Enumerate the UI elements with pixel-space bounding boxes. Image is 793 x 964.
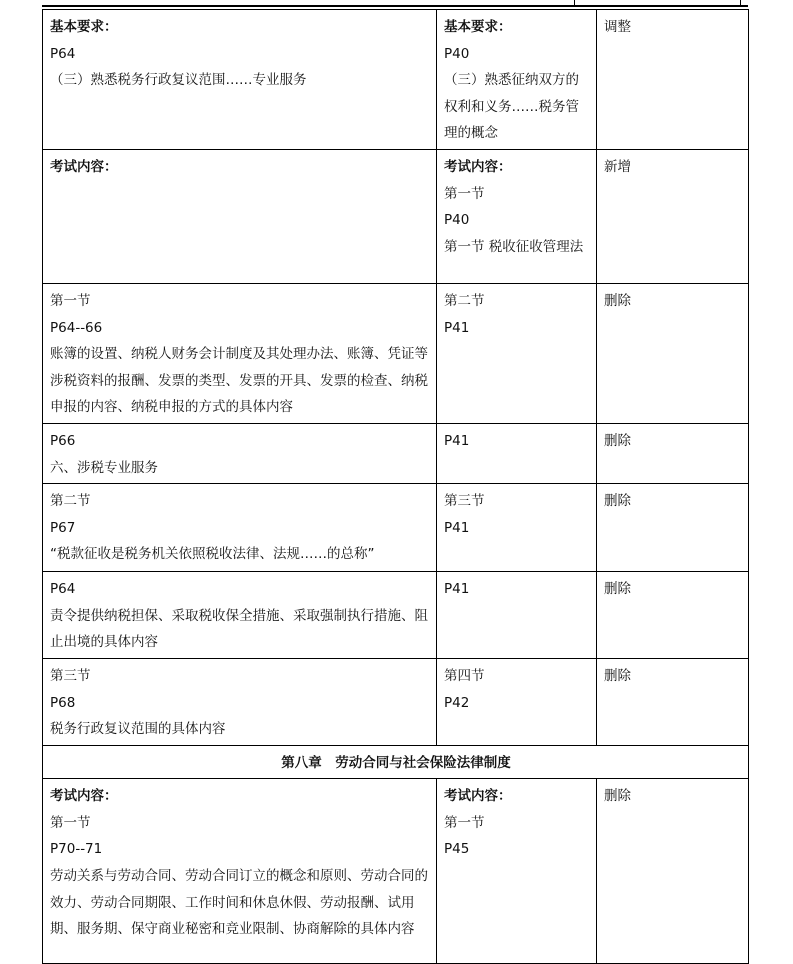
change-note: 调整 [604,19,631,35]
old-content-cell [43,283,437,423]
content-text: 六、涉税专业服务 [50,459,158,476]
content-text: （三）熟悉税务行政复议范围……专业服务 [50,72,307,89]
table-row [43,283,749,423]
new-content-cell [437,779,597,964]
table-row [43,572,749,659]
section-heading: 基本要求： [50,19,118,35]
section-number: 第二节 [50,493,91,510]
table-row [43,484,749,572]
section-heading: 基本要求： [444,19,512,35]
new-content-cell [437,484,597,572]
table-row [43,779,749,964]
change-note-cell [597,10,749,150]
page-ref: P42 [444,694,470,711]
old-content-cell [43,658,437,745]
chapter-title: 第八章 劳动合同与社会保险法律制度 [43,745,749,779]
page-ref: P68 [50,694,76,711]
table-row [43,149,749,283]
page-ref: P64 [50,581,76,598]
page-ref: P41 [444,519,470,536]
new-content-cell [437,423,597,483]
change-note-cell [597,484,749,572]
change-note-cell [597,779,749,964]
change-note-cell [597,572,749,659]
change-note: 删除 [604,292,631,309]
new-content-cell [437,572,597,659]
page-ref: P64 [50,45,76,62]
change-note-cell [597,283,749,423]
section-number: 第四节 [444,667,485,684]
content-text: 劳动关系与劳动合同、劳动合同订立的概念和原则、劳动合同的效力、劳动合同期限、工作时间和休息休假、劳动报酬、试用期、服务期、保守商业秘密和竞业限制、协商解除的具体内容 [50,868,428,938]
change-note: 新增 [604,158,631,175]
content-text: 第一节 税收征收管理法 [444,238,584,255]
page-ref: P45 [444,841,470,858]
new-content-cell [437,658,597,745]
old-content-cell [43,572,437,659]
page-ref: P67 [50,519,76,536]
page-ref: P40 [444,212,470,229]
content-text: “税款征收是税务机关依照税收法律、法规……的总称” [50,546,375,563]
old-content-cell [43,484,437,572]
old-content-cell [43,779,437,964]
table-row [43,423,749,483]
page-ref: P66 [50,432,76,449]
section-number: 第一节 [50,814,91,831]
section-heading: 考试内容： [50,788,118,805]
top-rule [42,5,748,7]
section-heading: 考试内容： [444,158,512,175]
top-rule-tick [574,0,575,5]
change-note: 删除 [604,432,631,449]
table-row [43,658,749,745]
content-text: 责令提供纳税担保、采取税收保全措施、采取强制执行措施、阻止出境的具体内容 [50,607,428,651]
page-ref: P41 [444,432,470,449]
section-number: 第一节 [444,814,485,831]
content-text: 税务行政复议范围的具体内容 [50,721,226,738]
section-number: 第一节 [50,292,91,309]
page-ref: P64--66 [50,319,103,336]
chapter-row [43,745,749,779]
table-row [43,10,749,150]
change-note: 删除 [604,493,631,510]
top-rule-tick [740,0,741,5]
change-note: 删除 [604,788,631,805]
section-number: 第二节 [444,292,485,309]
old-content-cell [43,10,437,150]
change-note-cell [597,149,749,283]
section-number: 第一节 [444,185,485,202]
change-note: 删除 [604,581,631,598]
section-heading: 考试内容： [50,158,118,175]
page-ref: P70--71 [50,841,103,858]
old-content-cell [43,149,437,283]
change-note-cell [597,423,749,483]
section-heading: 考试内容： [444,788,512,805]
content-text: 账簿的设置、纳税人财务会计制度及其处理办法、账簿、凭证等涉税资料的报酬、发票的类型、发票的开具、发票的检查、纳税申报的内容、纳税申报的方式的具体内容 [50,346,428,416]
page-ref: P41 [444,319,470,336]
content-text: （三）熟悉征纳双方的权利和义务……税务管理的概念 [444,72,579,142]
new-content-cell [437,283,597,423]
section-number: 第三节 [444,493,485,510]
section-number: 第三节 [50,667,91,684]
new-content-cell [437,10,597,150]
change-note: 删除 [604,667,631,684]
page-ref: P41 [444,581,470,598]
comparison-table [42,9,749,964]
change-note-cell [597,658,749,745]
old-content-cell [43,423,437,483]
page-ref: P40 [444,45,470,62]
new-content-cell [437,149,597,283]
